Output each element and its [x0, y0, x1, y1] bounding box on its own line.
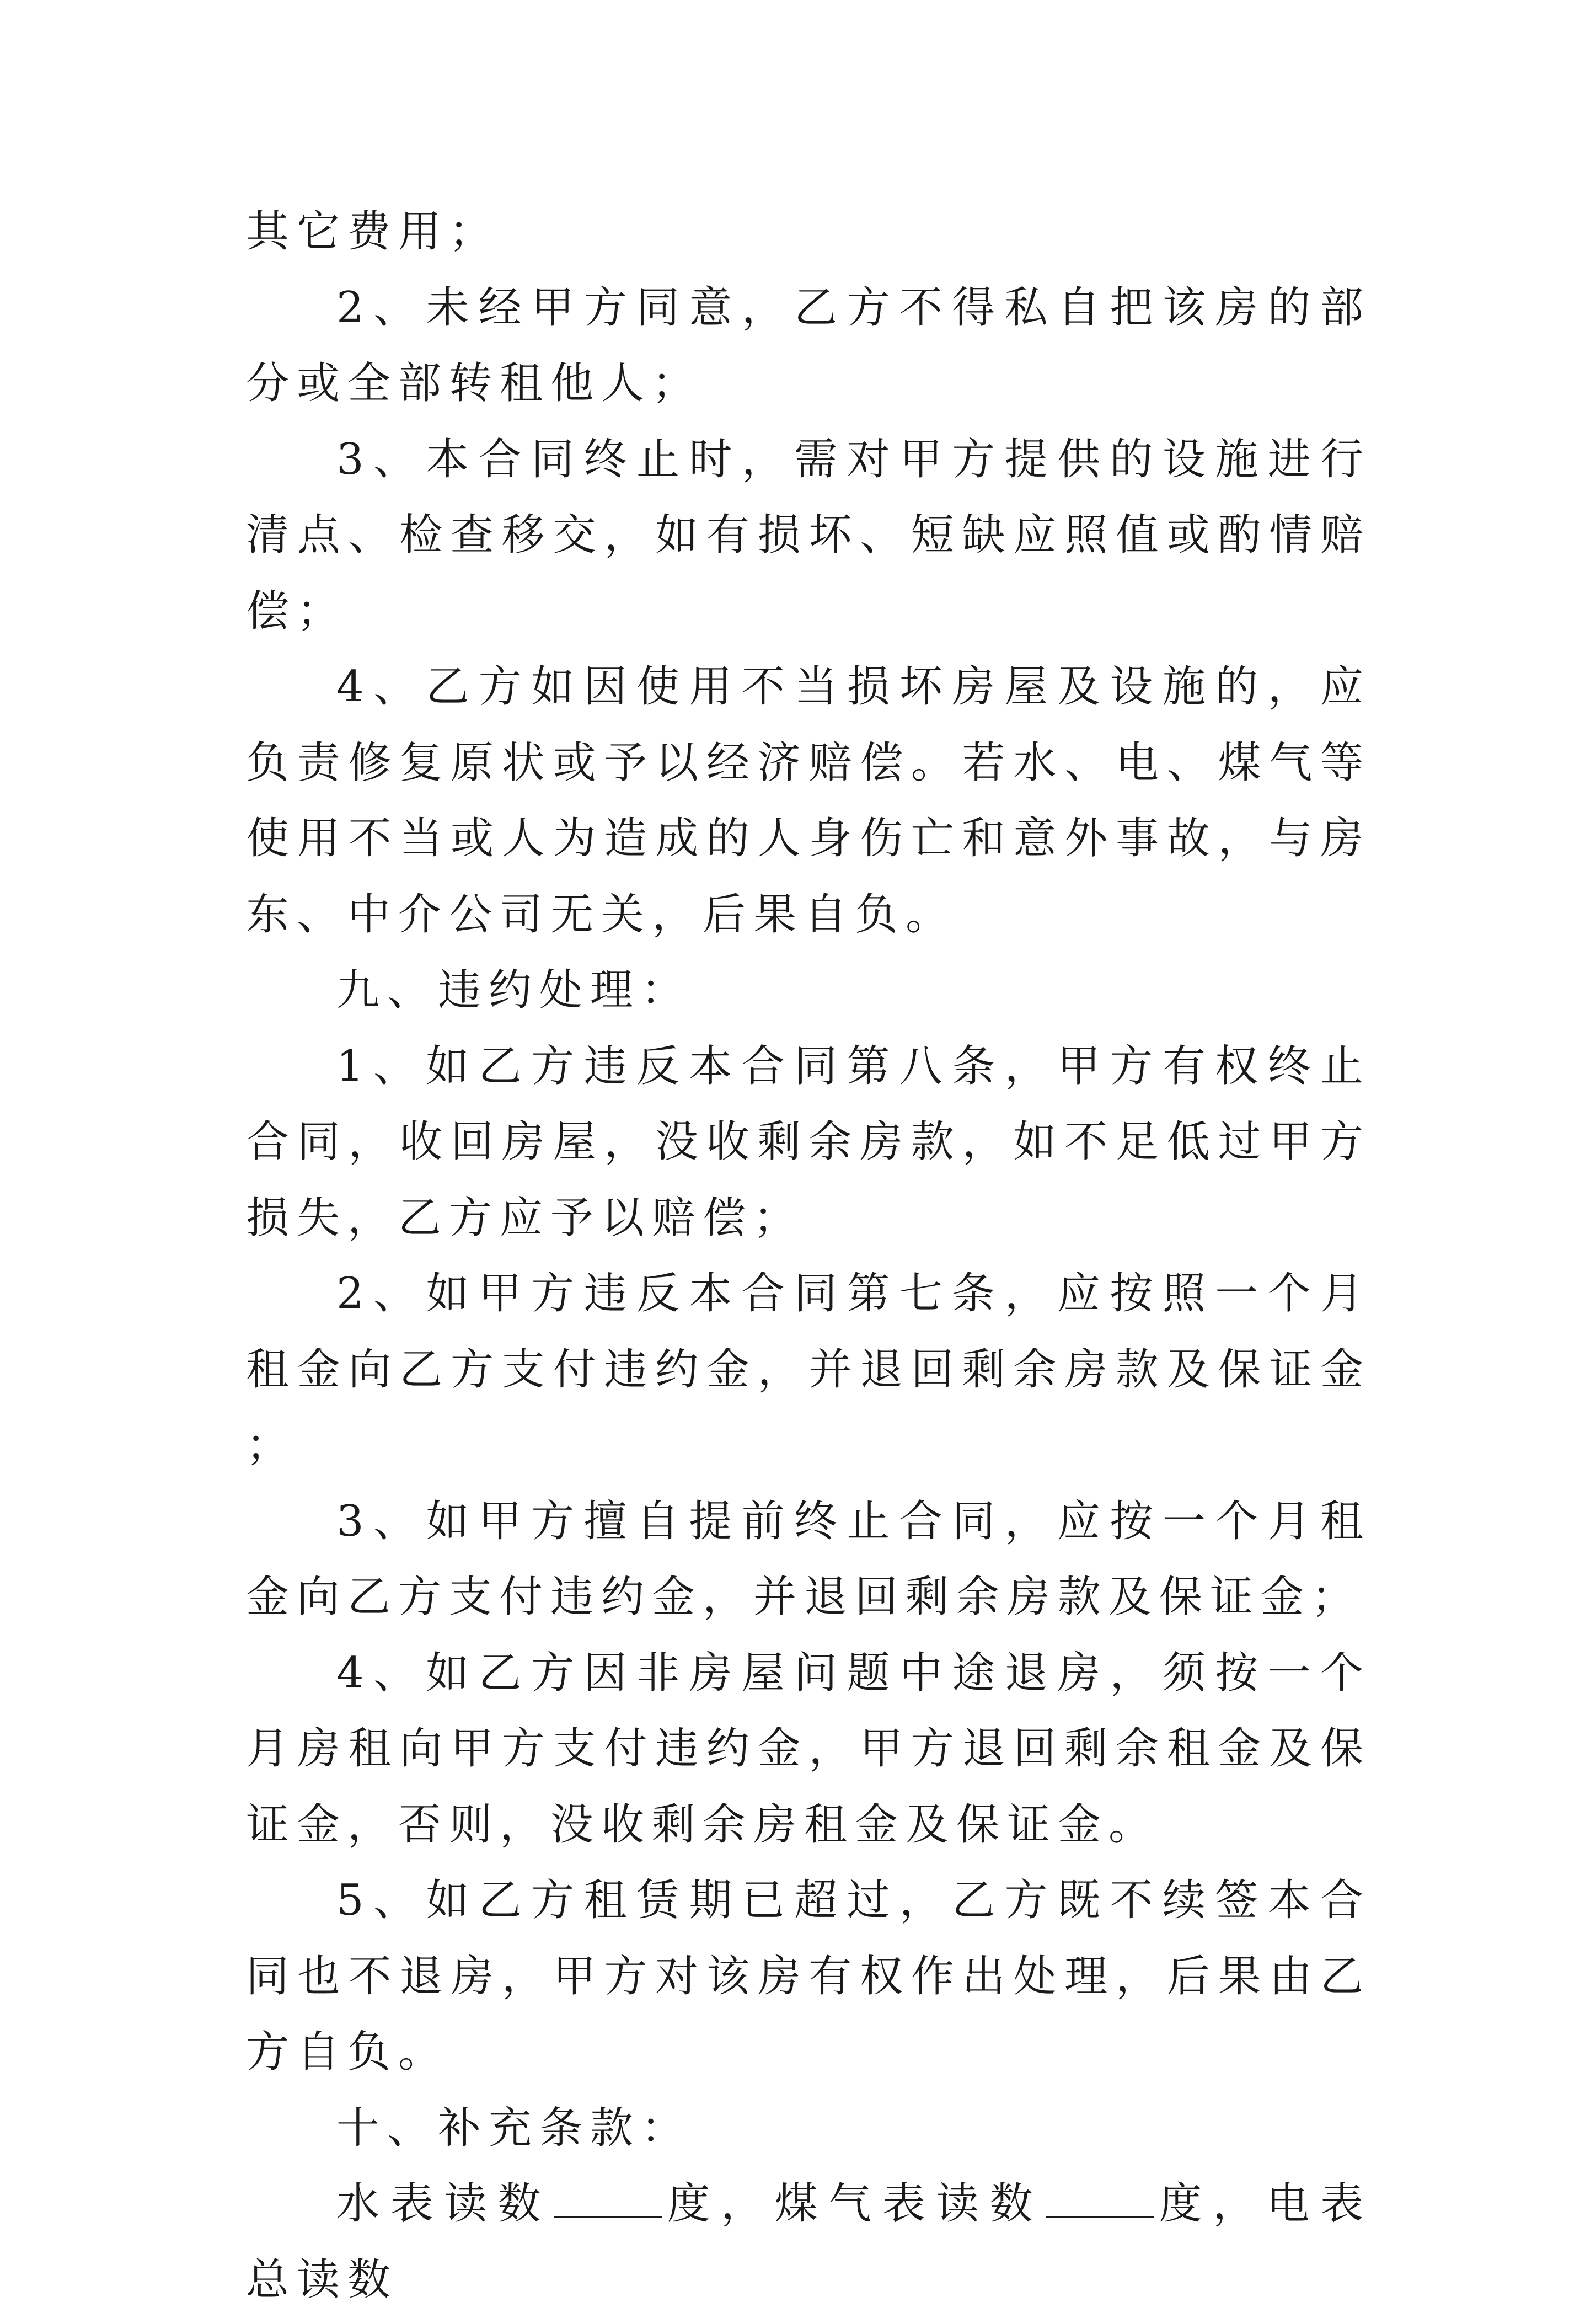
paragraph-clause-8-3: 3、本合同终止时，需对甲方提供的设施进行清点、检查移交，如有损坏、短缺应照值或酌情赔偿； — [246, 434, 1371, 636]
gas-meter-label: 煤气表读数 — [774, 2179, 1043, 2229]
paragraph-clause-8-2: 2、未经甲方同意，乙方不得私自把该房的部分或全部转租他人； — [246, 282, 1371, 408]
water-meter-label: 水表读数 — [336, 2179, 551, 2229]
water-reading-blank — [554, 2183, 662, 2218]
document-body — [246, 194, 1371, 2318]
paragraph-clause-9-3: 3、如甲方擅自提前终止合同，应按一个月租金向乙方支付违约金，并退回剩余房款及保证金； — [246, 1496, 1371, 1622]
electric-meter-label: 电表总读数 — [246, 2179, 1371, 2305]
paragraph-clause-9-2: 2、如甲方违反本合同第七条，应按照一个月租金向乙方支付违约金，并退回剩余房款及保证金； — [246, 1269, 1371, 1470]
paragraph-clause-8-4: 4、乙方如因使用不当损坏房屋及设施的，应负责修复原状或予以经济赔偿。若水、电、煤气等使用不当或人为造成的人身伤亡和意外事故，与房东、中介公司无关，后果自负。 — [246, 662, 1371, 939]
section-heading-supplementary: 十、补充条款： — [336, 2103, 692, 2153]
paragraph-other-fees: 其它费用； — [246, 207, 500, 257]
paragraph-clause-9-4: 4、如乙方因非房屋问题中途退房，须按一个月房租向甲方支付违约金，甲方退回剩余租金及保证金，否则，没收剩余房租金及保证金。 — [246, 1648, 1371, 1850]
unit-degree-1: 度， — [663, 2179, 775, 2229]
paragraph-meter-readings — [246, 2166, 1371, 2318]
section-heading-breach: 九、违约处理： — [336, 965, 692, 1015]
paragraph-clause-9-5: 5、如乙方租赁期已超过，乙方既不续签本合同也不退房，甲方对该房有权作出处理，后果由乙方自负。 — [246, 1876, 1371, 2077]
unit-degree-2: 度， — [1155, 2179, 1267, 2229]
gas-reading-blank — [1046, 2183, 1154, 2218]
paragraph-clause-9-1: 1、如乙方违反本合同第八条，甲方有权终止合同，收回房屋，没收剩余房款，如不足低过甲方损失，乙方应予以赔偿； — [246, 1041, 1371, 1243]
